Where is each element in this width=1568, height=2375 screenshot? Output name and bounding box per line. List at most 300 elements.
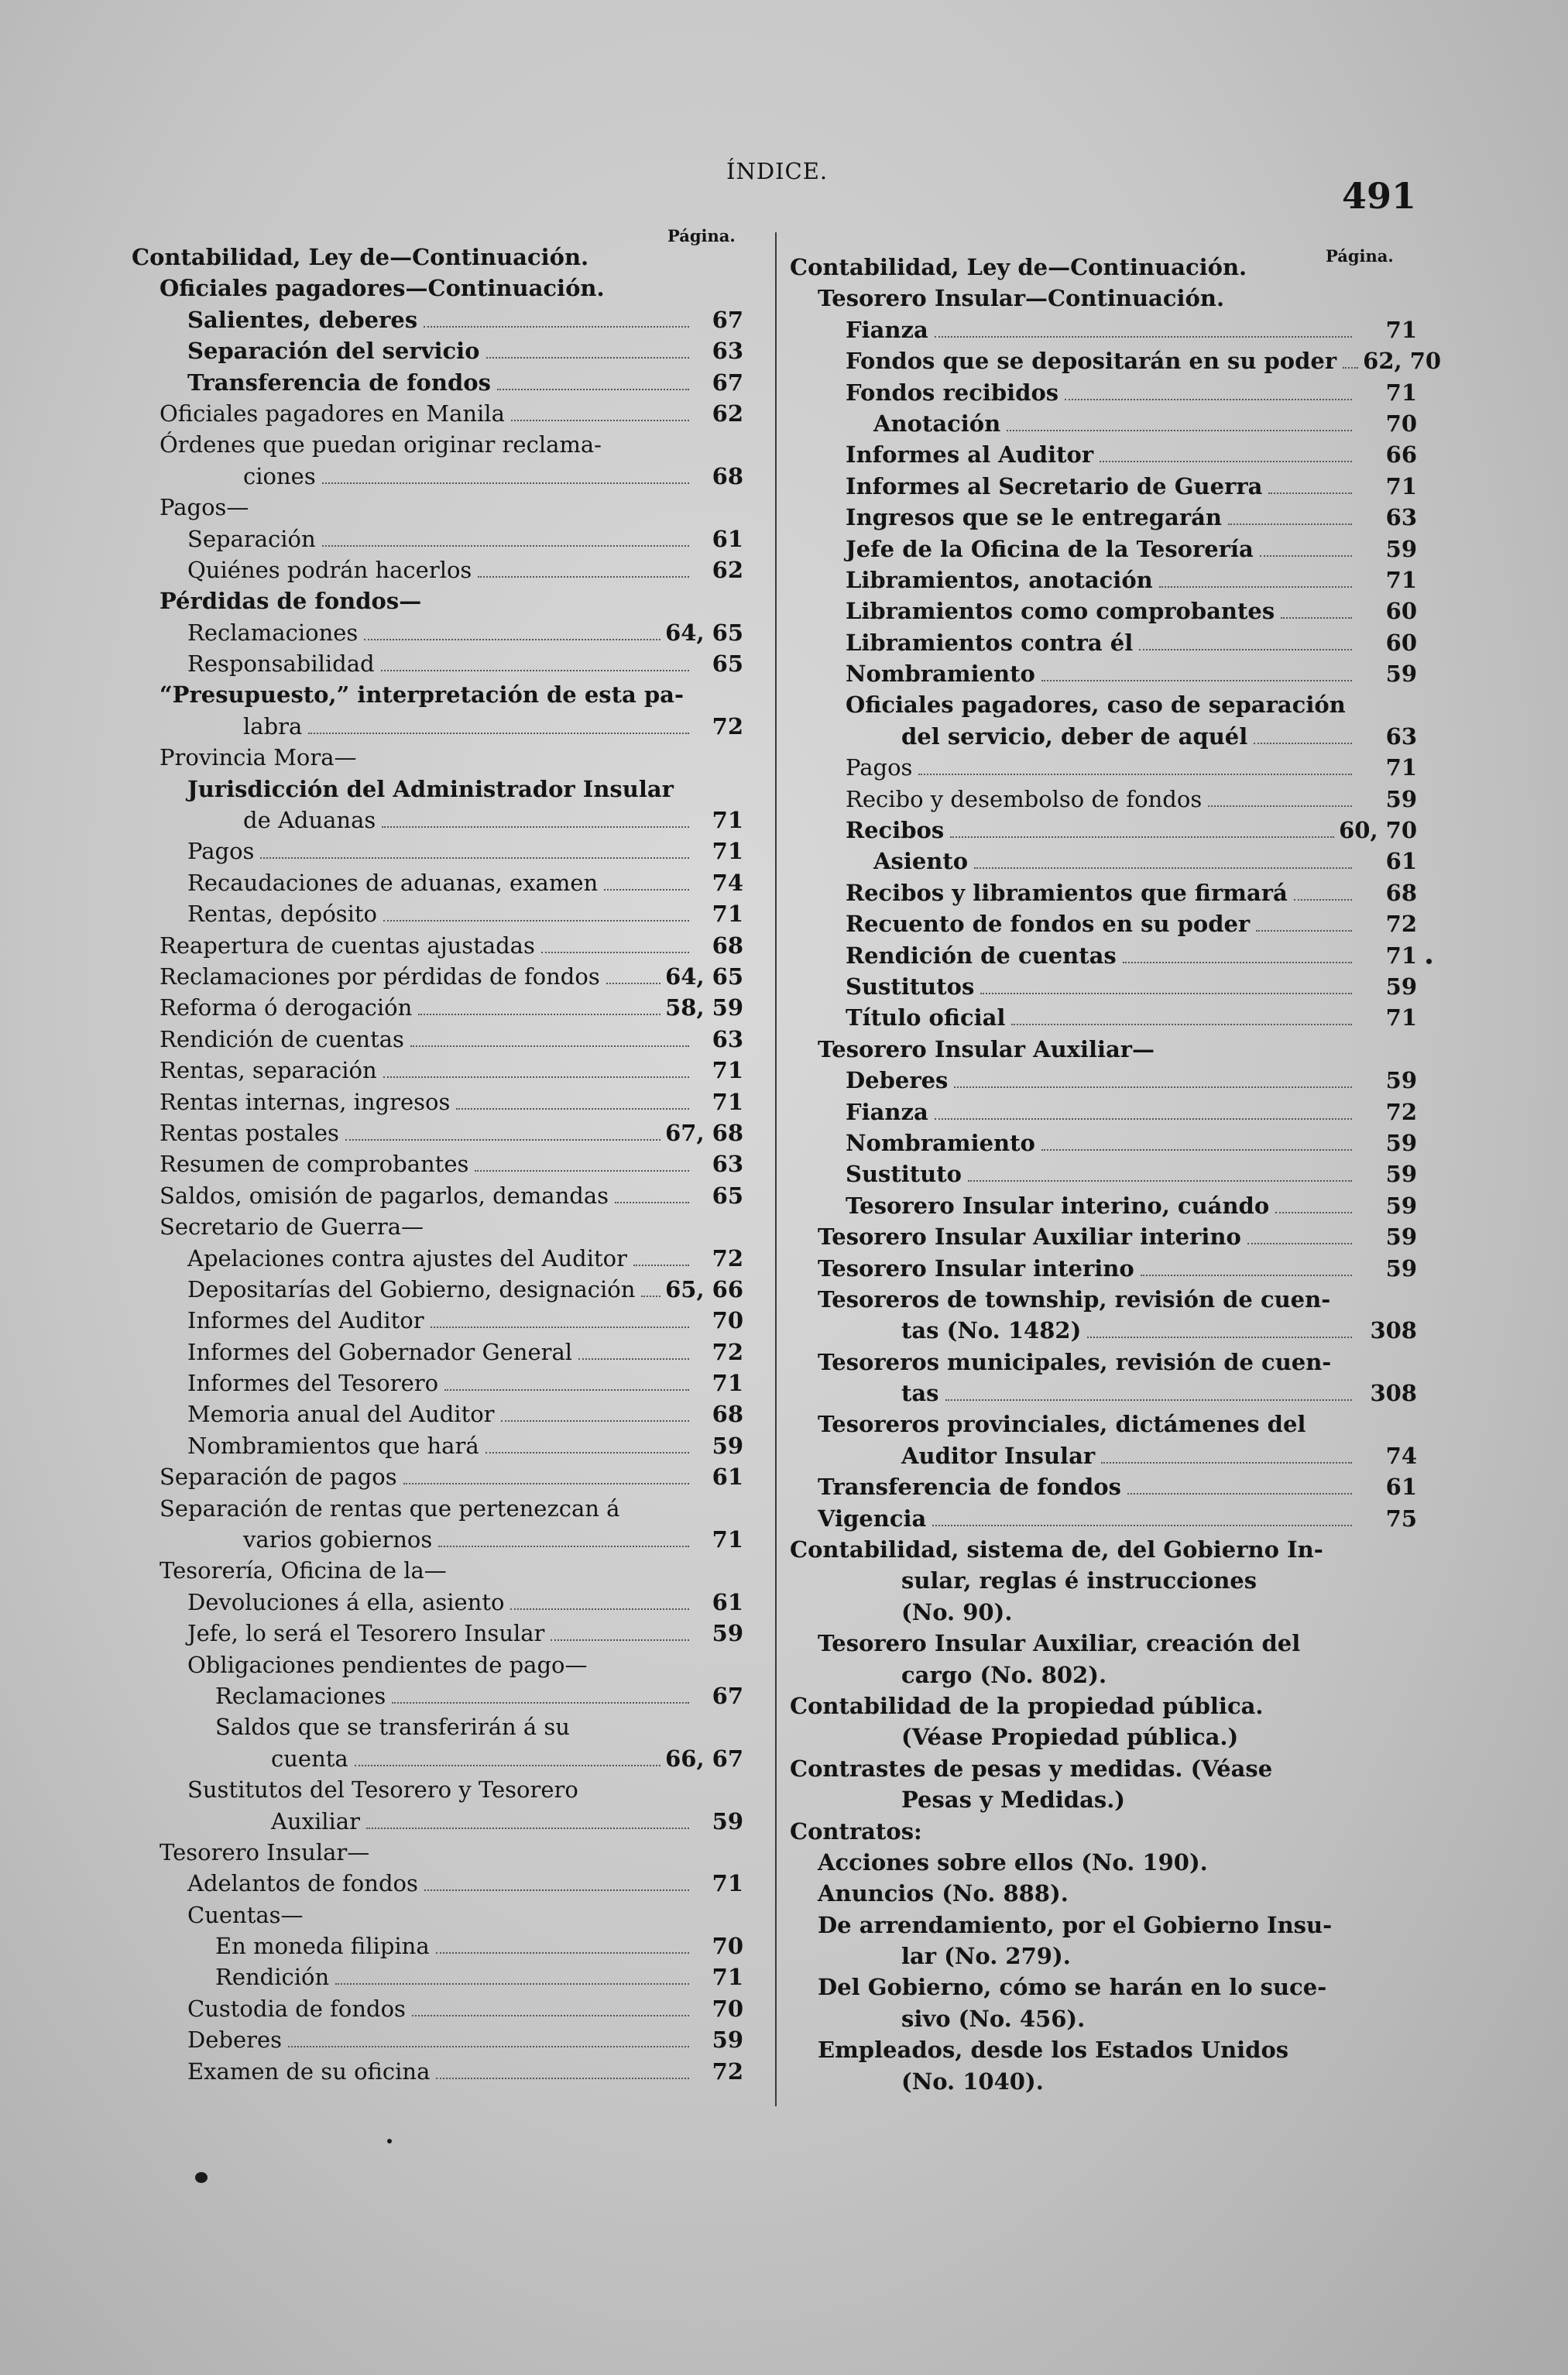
index-entry: [132, 398, 743, 429]
index-entry: [790, 721, 1417, 752]
dot-leader: [551, 1639, 689, 1641]
dot-leader: [308, 733, 689, 734]
index-entry-text: de Aduanas: [243, 807, 376, 834]
index-entry-text: Rendición de cuentas: [160, 1025, 404, 1052]
index-entry: [790, 1034, 1417, 1065]
index-entry-page: 64, 65: [665, 619, 743, 646]
index-entry-page: 59: [1385, 973, 1417, 1000]
index-entry-page: 71: [712, 1526, 743, 1553]
index-entry: [790, 1347, 1417, 1378]
index-entry: [132, 867, 743, 898]
index-entry-text: Anuncios (No. 888).: [818, 1880, 1069, 1907]
index-entry: [790, 283, 1417, 314]
index-entry: [132, 1649, 743, 1680]
dot-leader: [1139, 649, 1352, 650]
index-entry-text: Saldos, omisión de pagarlos, demandas: [160, 1182, 609, 1209]
index-entry-page: 66, 67: [665, 1745, 743, 1772]
index-entry: [790, 1690, 1417, 1721]
index-entry-text: Contabilidad, Ley de—Continuación.: [132, 244, 589, 270]
index-entry-text: Sustituto: [846, 1161, 962, 1188]
index-entry-text: Fondos que se depositarán en su poder: [846, 348, 1337, 375]
index-entry: [790, 1753, 1417, 1784]
index-entry-page: 67: [712, 369, 743, 396]
dot-leader: [438, 1546, 689, 1547]
index-entry: [132, 304, 743, 335]
index-entry-page: 71: [1385, 1004, 1417, 1031]
left-index-column: [132, 242, 743, 2087]
index-entry-text: Reclamaciones: [187, 619, 359, 646]
index-entry-text: Tesorero Insular Auxiliar interino: [818, 1224, 1241, 1251]
index-entry-page: 71: [712, 1964, 743, 1991]
index-entry: [132, 930, 743, 961]
index-entry-page: 74: [712, 869, 743, 896]
index-entry-page: 64, 65: [665, 963, 743, 990]
index-entry-page: 71: [1385, 472, 1417, 499]
dot-leader: [485, 1452, 689, 1453]
index-entry-text: Asiento: [873, 848, 969, 875]
index-entry: [790, 595, 1417, 626]
index-entry-page: 61: [1385, 848, 1417, 875]
index-entry-text: Deberes: [846, 1067, 949, 1094]
index-entry-text: Sustitutos: [846, 973, 975, 1000]
dot-leader: [1087, 1337, 1352, 1338]
dot-leader: [980, 993, 1352, 994]
index-entry: [132, 1117, 743, 1148]
index-entry-text: Apelaciones contra ajustes del Auditor: [187, 1244, 627, 1272]
dot-leader: [322, 545, 689, 547]
index-entry-text: Oficiales pagadores, caso de separación: [846, 692, 1346, 719]
dot-leader: [383, 1076, 689, 1078]
index-entry: [790, 1910, 1417, 1941]
dot-leader: [478, 576, 689, 578]
index-entry: [790, 314, 1417, 345]
index-entry: [790, 689, 1417, 720]
index-entry: [790, 2034, 1417, 2065]
index-entry: [132, 805, 743, 836]
dot-leader: [1100, 461, 1352, 462]
index-entry: [790, 1597, 1417, 1628]
index-entry-page: 70: [712, 1307, 743, 1334]
dot-leader: [475, 1170, 689, 1172]
dot-leader: [382, 826, 689, 828]
index-entry-text: Nombramiento: [846, 1129, 1035, 1156]
index-entry: [790, 1847, 1417, 1878]
index-entry-page: 71: [1385, 316, 1417, 343]
index-entry: [132, 273, 743, 304]
index-entry: [790, 1284, 1417, 1315]
index-entry-page: 71: [712, 901, 743, 928]
index-entry-text: Adelantos de fondos: [187, 1870, 418, 1897]
index-entry-page: 65: [712, 1182, 743, 1209]
index-entry-text: Libramientos contra él: [846, 629, 1134, 656]
dot-leader: [418, 1014, 660, 1015]
index-entry-text: Órdenes que puedan originar reclama-: [160, 431, 602, 458]
index-entry: [132, 742, 743, 773]
index-entry-text: tas (No. 1482): [901, 1317, 1082, 1344]
index-entry-text: Separación de pagos: [160, 1464, 397, 1491]
index-entry: [790, 439, 1417, 470]
index-entry-text: (No. 1040).: [901, 2068, 1044, 2095]
index-entry-text: Contrastes de pesas y medidas. (Véase: [790, 1755, 1273, 1782]
index-entry-text: Informes al Auditor: [846, 441, 1094, 468]
index-entry-page: 59: [1385, 535, 1417, 562]
index-entry-text: Recibos: [846, 817, 945, 844]
index-entry: [132, 961, 743, 992]
index-entry: [790, 1503, 1417, 1534]
index-entry-text: Contabilidad, sistema de, del Gobierno In-: [790, 1536, 1323, 1563]
index-entry-page: 58, 59: [665, 994, 743, 1021]
dot-leader: [615, 1202, 689, 1203]
index-entry-text: Tesorero Insular—: [160, 1838, 370, 1865]
index-entry-page: 72: [712, 2058, 743, 2085]
dot-leader: [945, 1399, 1352, 1401]
index-entry: [790, 1127, 1417, 1158]
dot-leader: [355, 1765, 660, 1766]
index-entry-text: Saldos que se transferirán á su: [215, 1714, 570, 1741]
dot-leader: [444, 1389, 689, 1391]
dot-leader: [424, 1889, 689, 1891]
dot-leader: [260, 857, 689, 859]
index-entry: [132, 1774, 743, 1805]
index-entry-text: Salientes, deberes: [187, 306, 418, 333]
dot-leader: [954, 1086, 1352, 1088]
dot-leader: [1260, 555, 1352, 557]
dot-leader: [974, 867, 1352, 869]
index-entry: [132, 898, 743, 929]
index-entry-page: 68: [712, 462, 743, 489]
index-entry: [132, 1993, 743, 2024]
dot-leader: [1011, 1024, 1352, 1025]
index-entry-text: Separación de rentas que pertenezcan á: [160, 1495, 620, 1522]
dot-leader: [1294, 899, 1352, 901]
index-entry-text: Reforma ó derogación: [160, 994, 413, 1021]
page-header-title: ÍNDICE.: [726, 158, 829, 184]
index-entry-page: 59: [1385, 785, 1417, 812]
index-entry-text: lar (No. 279).: [901, 1943, 1071, 1970]
dot-leader: [968, 1180, 1352, 1182]
index-entry-text: Ingresos que se le entregarán: [846, 504, 1222, 531]
index-entry: [132, 1086, 743, 1117]
index-entry: [132, 1837, 743, 1868]
right-index-column: [790, 252, 1442, 2097]
dot-leader: [1041, 680, 1352, 681]
dot-leader: [345, 1139, 660, 1141]
index-entry-text: Transferencia de fondos: [187, 369, 491, 396]
dot-leader: [1041, 1149, 1352, 1151]
dot-leader: [412, 2015, 689, 2016]
dot-leader: [1247, 1243, 1352, 1244]
index-entry: [132, 554, 743, 585]
index-entry-text: Informes del Tesorero: [187, 1370, 439, 1397]
index-entry-page: 59: [1385, 661, 1417, 688]
index-entry-page: 71: [712, 1088, 743, 1115]
index-entry-page: 71: [1385, 379, 1417, 406]
index-entry: [132, 1337, 743, 1368]
index-entry-page: 65, 66: [665, 1275, 743, 1302]
index-entry: [790, 2003, 1417, 2034]
ink-speck: [195, 2172, 208, 2183]
index-entry-text: Reclamaciones: [215, 1682, 386, 1709]
index-entry-text: Separación: [187, 525, 316, 552]
dot-leader: [1065, 399, 1352, 400]
index-entry-page: 67, 68: [665, 1119, 743, 1146]
index-entry-text: Pagos: [846, 754, 913, 781]
index-entry: [790, 1315, 1417, 1346]
index-entry-text: De arrendamiento, por el Gobierno Insu-: [818, 1911, 1333, 1938]
index-entry: [132, 1274, 743, 1305]
index-entry-page: 72: [1385, 1098, 1417, 1125]
index-entry-text: Sustitutos del Tesorero y Tesorero: [187, 1776, 578, 1804]
dot-leader: [1228, 523, 1352, 525]
index-entry: [790, 471, 1417, 502]
index-entry: [132, 1711, 743, 1742]
dot-leader: [1127, 1493, 1352, 1495]
dot-leader: [1256, 930, 1352, 932]
index-entry-page: 68: [712, 932, 743, 959]
dot-leader: [1268, 493, 1352, 494]
index-entry: [132, 1055, 743, 1086]
index-entry: [132, 1743, 743, 1774]
index-entry-text: Jefe de la Oficina de la Tesorería: [846, 535, 1254, 562]
index-entry-page: 70: [712, 1995, 743, 2022]
index-entry-page: 63: [712, 1151, 743, 1178]
index-entry-text: Recibos y libramientos que firmará: [846, 879, 1288, 906]
index-entry-page: 71: [712, 838, 743, 865]
ink-speck: [1426, 959, 1432, 964]
page-number: 491: [1342, 175, 1417, 217]
dot-leader: [1281, 617, 1352, 619]
index-entry: [132, 1493, 743, 1524]
index-entry-text: Auxiliar: [271, 1807, 360, 1834]
index-entry-text: Pérdidas de fondos—: [160, 588, 422, 615]
index-entry-text: cuenta: [271, 1745, 348, 1772]
dot-leader: [1343, 367, 1358, 369]
dot-leader: [436, 1952, 689, 1954]
index-entry-text: Fianza: [846, 1098, 928, 1125]
index-entry: [790, 1972, 1417, 2003]
index-entry-text: Tesorero Insular Auxiliar—: [818, 1035, 1155, 1062]
index-entry: [790, 1253, 1417, 1284]
index-entry-text: Fondos recibidos: [846, 379, 1059, 406]
index-entry-page: 62, 70: [1363, 348, 1442, 375]
dot-leader: [424, 326, 689, 328]
dot-leader: [322, 482, 689, 484]
index-entry-page: 61: [712, 1464, 743, 1491]
column-divider: [775, 232, 777, 2106]
index-entry-page: 59: [712, 1432, 743, 1459]
index-entry: [790, 252, 1417, 283]
index-entry-text: Quiénes podrán hacerlos: [187, 556, 472, 583]
dot-leader: [436, 2078, 689, 2079]
index-entry: [790, 627, 1417, 658]
index-entry: [790, 565, 1417, 595]
index-entry-text: labra: [243, 712, 303, 740]
dot-leader: [456, 1108, 689, 1110]
index-entry-text: Pagos: [187, 838, 255, 865]
index-entry-text: Tesorero Insular—Continuación.: [818, 285, 1225, 312]
index-entry-page: 65: [712, 650, 743, 678]
index-entry-page: 72: [712, 712, 743, 740]
index-entry: [132, 617, 743, 648]
index-entry-text: Tesoreros de township, revisión de cuen-: [818, 1285, 1331, 1313]
index-entry: [132, 1243, 743, 1274]
index-entry: [132, 492, 743, 523]
index-entry-page: 59: [712, 1620, 743, 1647]
index-entry: [790, 908, 1417, 939]
dot-leader: [366, 1828, 689, 1829]
index-entry: [790, 1816, 1417, 1847]
index-entry-text: Recuento de fondos en su poder: [846, 911, 1251, 938]
dot-leader: [606, 983, 660, 984]
index-entry: [132, 1211, 743, 1242]
index-entry-page: 67: [712, 1682, 743, 1709]
index-entry-page: 71: [712, 1057, 743, 1084]
index-entry-page: 59: [1385, 1067, 1417, 1094]
index-entry: [132, 648, 743, 679]
index-entry-text: (Véase Propiedad pública.): [901, 1724, 1239, 1751]
index-entry-text: Transferencia de fondos: [818, 1474, 1121, 1501]
index-entry-text: Custodia de fondos: [187, 1995, 406, 2022]
dot-leader: [935, 1118, 1352, 1120]
index-entry-text: Rentas internas, ingresos: [160, 1088, 451, 1115]
index-entry-text: Examen de su oficina: [187, 2058, 431, 2085]
index-entry: [790, 1158, 1417, 1189]
index-entry-page: 60, 70: [1339, 817, 1417, 844]
dot-leader: [383, 920, 689, 922]
index-entry-text: Auditor Insular: [901, 1442, 1096, 1469]
index-entry: [790, 1534, 1417, 1565]
dot-leader: [410, 1045, 689, 1047]
index-entry-text: Devoluciones á ella, asiento: [187, 1588, 505, 1615]
index-entry-page: 62: [712, 400, 743, 427]
index-entry-text: Tesorero Insular Auxiliar, creación del: [818, 1630, 1301, 1657]
dot-leader: [486, 357, 689, 359]
index-entry: [790, 1097, 1417, 1127]
index-entry: [790, 1941, 1417, 1972]
index-entry-text: Contratos:: [790, 1817, 922, 1845]
index-entry-text: Tesoreros municipales, revisión de cuen-: [818, 1348, 1332, 1375]
index-entry: [790, 408, 1417, 439]
index-entry-text: Anotación: [873, 410, 1001, 437]
dot-leader: [288, 2046, 689, 2047]
index-entry: [132, 1180, 743, 1211]
index-entry-page: 70: [712, 1933, 743, 1960]
index-entry-text: Reapertura de cuentas ajustadas: [160, 932, 535, 959]
index-entry: [790, 345, 1442, 376]
index-entry: [132, 1680, 743, 1711]
index-entry: [132, 335, 743, 366]
index-entry: [132, 1806, 743, 1837]
index-entry-text: Oficiales pagadores en Manila: [160, 400, 505, 427]
index-entry-page: 71: [712, 1370, 743, 1397]
dot-leader: [541, 952, 689, 953]
index-entry: [132, 429, 743, 460]
index-entry: [790, 1784, 1417, 1815]
index-entry-page: 59: [1385, 1192, 1417, 1219]
index-entry-page: 70: [1385, 410, 1417, 437]
index-entry-page: 75: [1385, 1505, 1417, 1532]
index-entry-text: Separación del servicio: [187, 338, 480, 365]
dot-leader: [392, 1702, 689, 1704]
dot-leader: [932, 1525, 1352, 1526]
index-entry-page: 308: [1370, 1317, 1417, 1344]
dot-leader: [1141, 1275, 1352, 1276]
index-entry-page: 74: [1385, 1442, 1417, 1469]
index-entry: [790, 502, 1417, 533]
index-entry: [790, 1378, 1417, 1409]
index-entry: [132, 1430, 743, 1461]
index-entry: [790, 377, 1417, 408]
dot-leader: [641, 1296, 660, 1297]
index-entry: [790, 1565, 1417, 1596]
index-entry-text: tas: [901, 1380, 939, 1407]
index-entry: [790, 940, 1417, 971]
index-entry-page: 71: [712, 807, 743, 834]
index-entry: [132, 367, 743, 398]
index-entry: [790, 1065, 1417, 1096]
index-entry: [132, 679, 743, 710]
index-entry: [132, 2024, 743, 2055]
index-entry: [132, 1461, 743, 1492]
index-entry: [790, 658, 1417, 689]
index-entry: [132, 711, 743, 742]
index-entry-text: Libramientos como comprobantes: [846, 598, 1275, 625]
left-column-page-label: Página.: [667, 226, 736, 245]
index-entry-text: Nombramiento: [846, 661, 1035, 688]
index-entry-text: Tesoreros provinciales, dictámenes del: [818, 1411, 1306, 1438]
dot-leader: [950, 836, 1334, 838]
index-entry-text: (No. 90).: [901, 1598, 1013, 1625]
index-entry-text: Deberes: [187, 2027, 283, 2054]
dot-leader: [501, 1420, 689, 1422]
index-entry-text: Depositarías del Gobierno, designación: [187, 1275, 636, 1302]
dot-leader: [381, 670, 689, 671]
ink-speck: [387, 2139, 392, 2143]
dot-leader: [510, 1608, 689, 1610]
index-entry: [132, 992, 743, 1023]
index-entry-text: cargo (No. 802).: [901, 1661, 1107, 1688]
index-entry-text: Tesorería, Oficina de la—: [160, 1557, 447, 1584]
index-entry: [132, 242, 743, 273]
index-entry: [132, 1024, 743, 1055]
index-entry-page: 60: [1385, 598, 1417, 625]
index-entry-text: Pesas y Medidas.): [901, 1786, 1126, 1814]
index-entry-text: varios gobiernos: [243, 1526, 433, 1553]
index-entry-page: 60: [1385, 629, 1417, 656]
index-entry: [132, 1555, 743, 1586]
index-entry-text: Provincia Mora—: [160, 744, 357, 771]
dot-leader: [497, 389, 689, 390]
index-entry-text: Oficiales pagadores—Continuación.: [160, 275, 605, 302]
index-entry-page: 72: [712, 1244, 743, 1272]
index-entry-page: 308: [1370, 1380, 1417, 1407]
index-entry-text: Reclamaciones por pérdidas de fondos: [160, 963, 600, 990]
dot-leader: [604, 889, 689, 891]
index-entry-text: Rentas, separación: [160, 1057, 377, 1084]
index-entry-text: “Presupuesto,” interpretación de esta pa-: [160, 681, 684, 709]
index-entry: [132, 523, 743, 554]
index-entry-text: Rendición: [215, 1964, 330, 1991]
dot-leader: [1123, 962, 1352, 963]
dot-leader: [578, 1358, 689, 1360]
index-entry: [790, 534, 1417, 565]
index-entry-page: 62: [712, 556, 743, 583]
index-entry: [132, 2056, 743, 2087]
index-entry-page: 61: [712, 1588, 743, 1615]
dot-leader: [403, 1483, 689, 1484]
index-entry-text: Contabilidad, Ley de—Continuación.: [790, 254, 1247, 280]
index-entry: [132, 1931, 743, 1961]
